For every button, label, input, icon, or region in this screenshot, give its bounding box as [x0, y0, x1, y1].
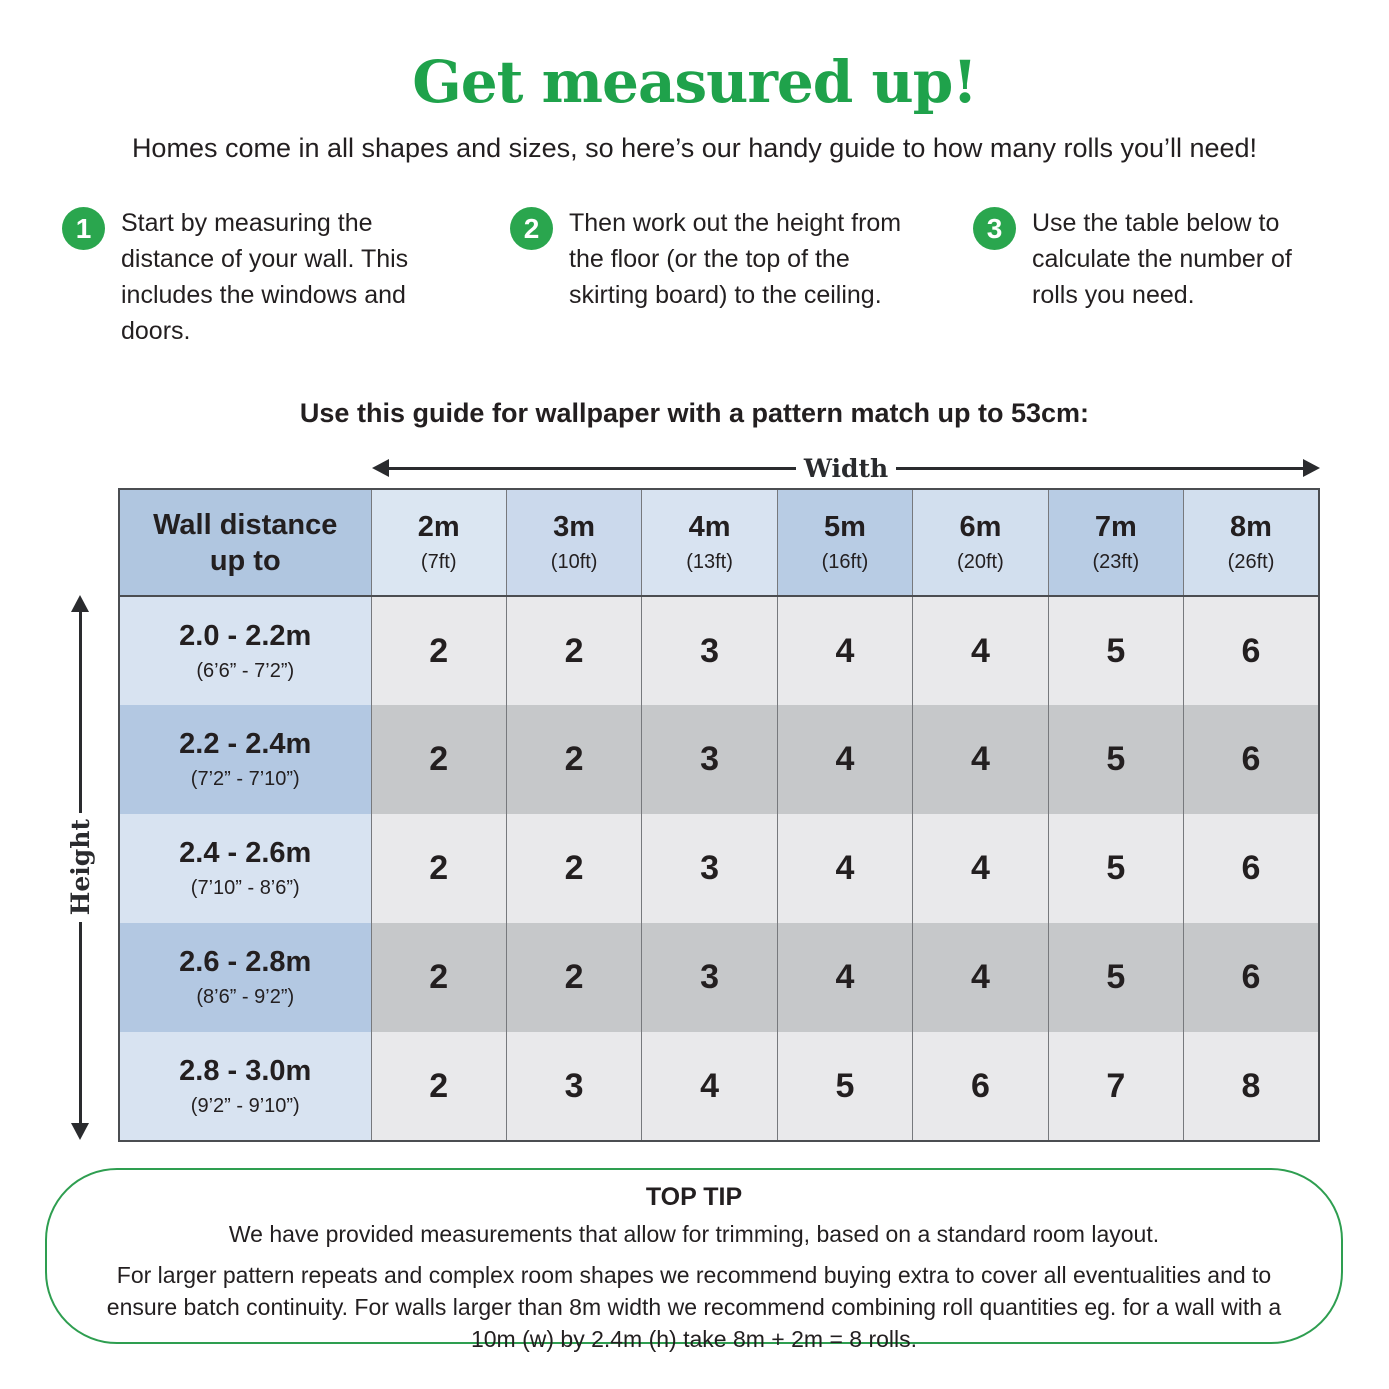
table-cell: 4 [777, 923, 912, 1032]
table-cell: 5 [1048, 705, 1183, 814]
table-cell: 6 [913, 1032, 1048, 1141]
table-cell: 2 [371, 814, 506, 923]
table-cell: 2 [506, 814, 641, 923]
arrow-line [79, 922, 82, 1123]
table-cell: 8 [1184, 1032, 1319, 1141]
row-range: 2.2 - 2.4m [179, 728, 312, 760]
table-cell: 2 [371, 923, 506, 1032]
step-text: Use the table below to calculate the number of rolls you need. [1032, 209, 1292, 309]
table-cell: 7 [1048, 1032, 1183, 1141]
page-title: Get measured up! [412, 48, 977, 116]
column-imperial: (13ft) [686, 551, 733, 573]
table-cell: 2 [371, 596, 506, 705]
height-axis-label: Height [65, 819, 95, 916]
table-row [119, 814, 1319, 923]
height-arrow [63, 595, 97, 1140]
row-header [119, 1032, 371, 1141]
row-header [119, 596, 371, 705]
step-number-badge: 1 [62, 207, 105, 250]
table-cell: 4 [777, 814, 912, 923]
step-item-1 [62, 205, 441, 349]
corner-header-line1: Wall distance [153, 508, 338, 541]
column-metric: 3m [553, 511, 596, 543]
arrow-line [896, 467, 1303, 470]
row-imperial: (7’2” - 7’10”) [190, 768, 300, 790]
table-cell: 2 [506, 596, 641, 705]
column-header [777, 489, 912, 596]
row-range: 2.8 - 3.0m [179, 1054, 312, 1087]
row-range: 2.6 - 2.8m [179, 946, 312, 978]
table-cell: 4 [913, 814, 1048, 923]
table-cell: 6 [1184, 923, 1319, 1032]
table-cell: 6 [1184, 705, 1319, 814]
column-imperial: (10ft) [550, 551, 598, 573]
column-metric: 2m [417, 511, 460, 543]
top-tip-title: TOP TIP [645, 1183, 743, 1211]
table-cell: 2 [371, 705, 506, 814]
column-imperial: (20ft) [957, 551, 1004, 573]
table-cell: 2 [371, 1032, 506, 1141]
table-cell: 3 [642, 814, 777, 923]
table-cell: 5 [777, 1032, 912, 1141]
steps-row [62, 205, 1332, 349]
column-header [1048, 489, 1183, 596]
table-cell: 3 [642, 596, 777, 705]
step-text: Then work out the height from the floor (or the top of the skirting board) to the ceiling. [569, 209, 902, 309]
row-header [119, 814, 371, 923]
table-cell: 3 [506, 1032, 641, 1141]
table-cell: 4 [913, 923, 1048, 1032]
arrowhead-right-icon [1303, 459, 1320, 477]
row-range: 2.0 - 2.2m [179, 619, 312, 652]
column-metric: 4m [688, 511, 731, 543]
column-imperial: (23ft) [1092, 551, 1140, 573]
step-number-badge: 2 [510, 207, 553, 250]
table-cell: 5 [1048, 814, 1183, 923]
table-cell: 6 [1184, 814, 1319, 923]
table-cell: 6 [1184, 596, 1319, 705]
table-cell: 4 [777, 596, 912, 705]
column-metric: 7m [1094, 511, 1137, 543]
column-metric: 8m [1230, 511, 1272, 543]
table-cell: 4 [913, 705, 1048, 814]
step-text: Start by measuring the distance of your wall. This includes the windows and doors. [121, 209, 409, 345]
top-tip-paragraph: For larger pattern repeats and complex room shapes we recommend buying extra to cover all eventualities and to ensure batch continuity. For walls larger than 8m width we recommend combining roll quantities eg. for a wall with a 10m (w) by 2.4m (h) take 8m + 2m = 8 rolls. [106, 1262, 1282, 1352]
top-tip-box [45, 1168, 1343, 1352]
table-cell: 3 [642, 705, 777, 814]
column-header [371, 489, 506, 596]
row-imperial: (7’10” - 8’6”) [190, 877, 300, 899]
rolls-table [118, 488, 1320, 1142]
table-cell: 4 [913, 596, 1048, 705]
row-imperial: (6’6” - 7’2”) [196, 659, 295, 682]
arrowhead-up-icon [71, 595, 89, 612]
width-axis-label: Width [803, 453, 889, 483]
column-metric: 5m [824, 511, 866, 543]
corner-header-line2: up to [209, 544, 281, 577]
column-header [642, 489, 777, 596]
table-header-row [119, 489, 1319, 596]
row-range: 2.4 - 2.6m [179, 837, 312, 869]
row-header [119, 705, 371, 814]
row-imperial: (9’2” - 9’10”) [190, 1094, 300, 1117]
page-subtitle: Homes come in all shapes and sizes, so here’s our handy guide to how many rolls you’ll need! [131, 133, 1258, 163]
table-cell: 2 [506, 923, 641, 1032]
column-imperial: (16ft) [821, 551, 869, 573]
column-metric: 6m [959, 511, 1002, 543]
arrowhead-down-icon [71, 1123, 89, 1140]
table-cell: 3 [642, 923, 777, 1032]
column-header [913, 489, 1048, 596]
step-number-badge: 3 [973, 207, 1016, 250]
step-item-3 [973, 205, 1332, 349]
step-item-2 [510, 205, 904, 349]
guide-note: Use this guide for wallpaper with a pattern match up to 53cm: [299, 398, 1090, 428]
arrowhead-left-icon [372, 459, 389, 477]
corner-header [119, 489, 371, 596]
table-cell: 2 [506, 705, 641, 814]
table-cell: 4 [777, 705, 912, 814]
table-row [119, 705, 1319, 814]
table-cell: 5 [1048, 596, 1183, 705]
column-header [506, 489, 641, 596]
top-tip-line: We have provided measurements that allow for trimming, based on a standard room layout. [228, 1221, 1160, 1247]
table-cell: 4 [642, 1032, 777, 1141]
table-row [119, 1032, 1319, 1141]
row-imperial: (8’6” - 9’2”) [196, 986, 295, 1008]
width-arrow [372, 455, 1320, 481]
column-imperial: (7ft) [420, 551, 457, 573]
table-row [119, 923, 1319, 1032]
table-row [119, 596, 1319, 705]
arrow-line [389, 467, 796, 470]
row-header [119, 923, 371, 1032]
column-header [1184, 489, 1319, 596]
arrow-line [79, 612, 82, 813]
column-imperial: (26ft) [1227, 551, 1275, 573]
table-cell: 5 [1048, 923, 1183, 1032]
